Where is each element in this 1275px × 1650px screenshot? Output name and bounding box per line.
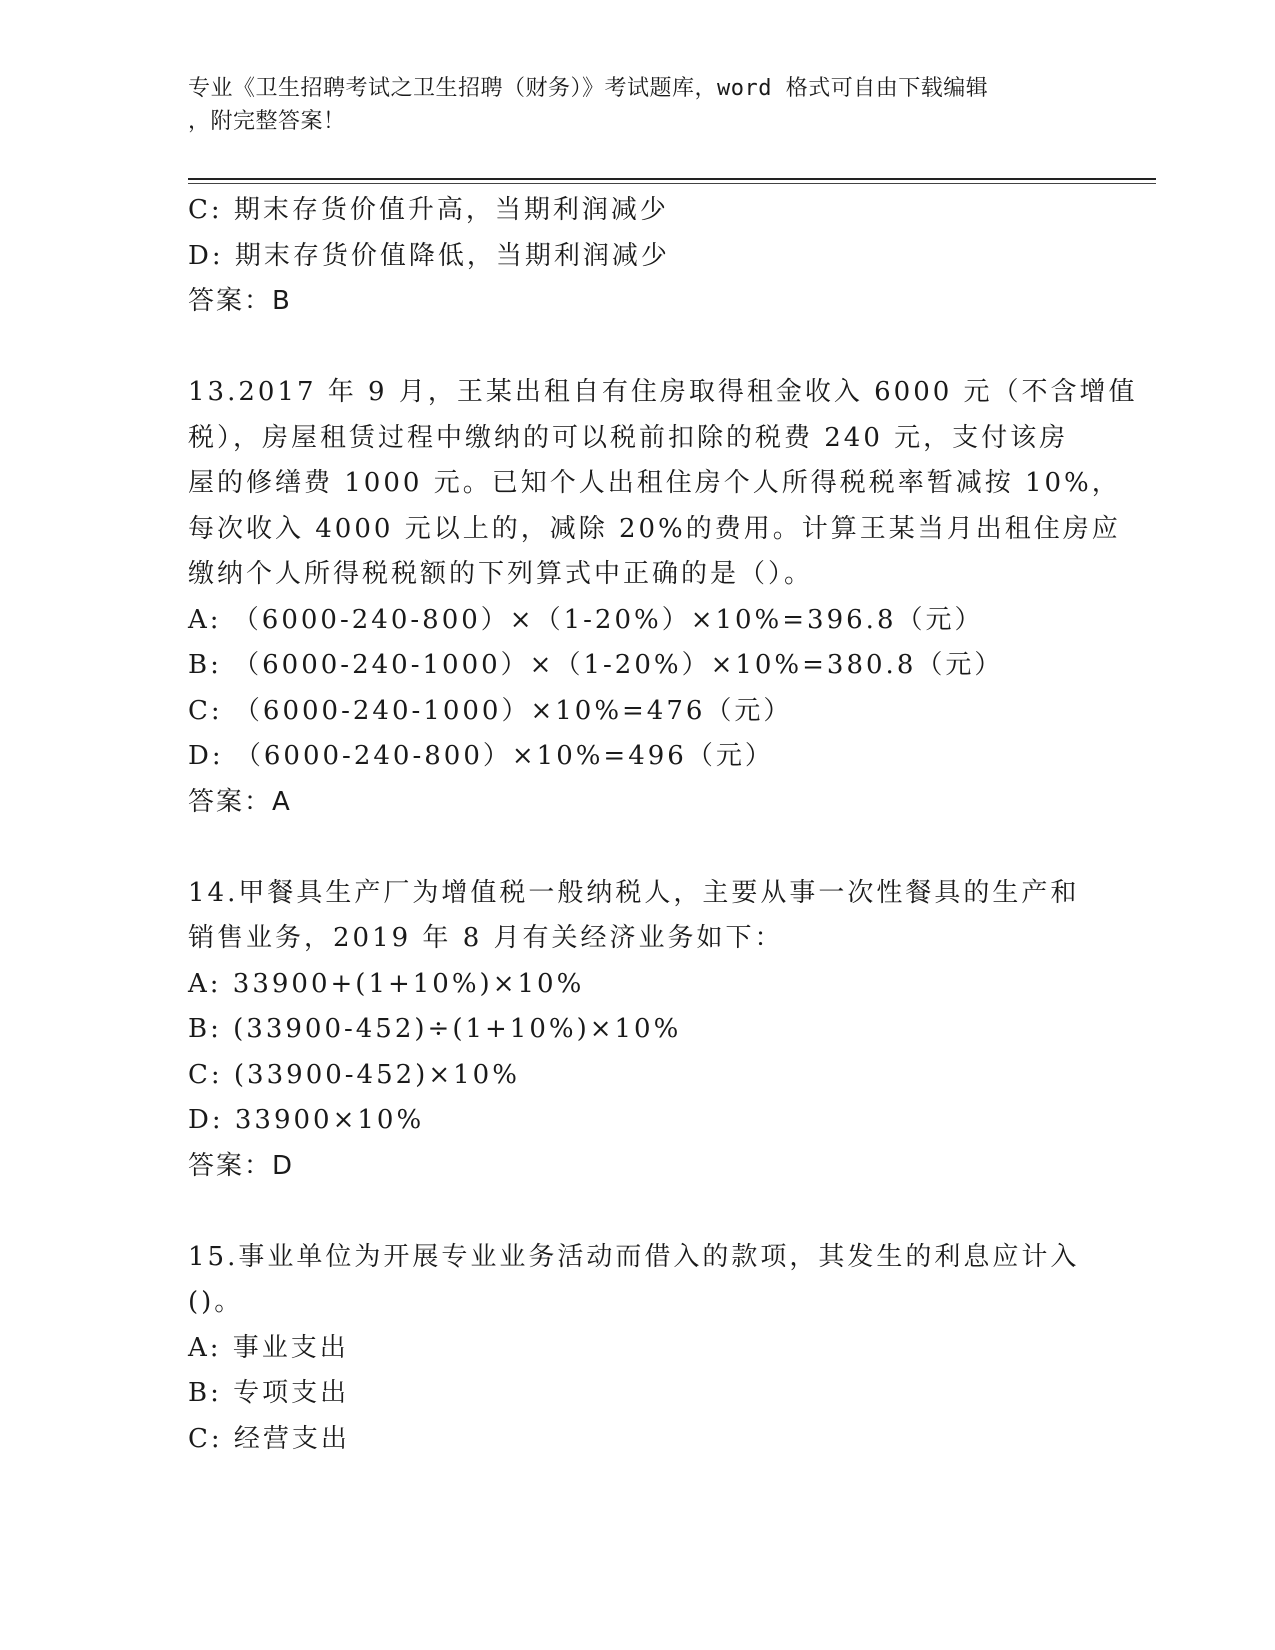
question-12-tail — [188, 188, 1088, 325]
document-body — [188, 188, 1138, 1462]
option-c: C: （6000-240-1000）×10%=476（元） — [188, 695, 793, 726]
document-header — [188, 72, 1068, 138]
answer-line: 答案：D — [188, 1150, 295, 1181]
header-divider-thin — [188, 183, 1156, 184]
question-text-line: 14.甲餐具生产厂为增值税一般纳税人，主要从事一次性餐具的生产和 — [188, 877, 1080, 908]
question-text-line: 销售业务，2019 年 8 月有关经济业务如下： — [188, 923, 784, 953]
question-text-line: 每次收入 4000 元以上的，减除 20%的费用。计算王某当月出租住房应 — [188, 513, 1121, 544]
answer-line: 答案：A — [188, 786, 292, 817]
answer-line: 答案：B — [188, 286, 292, 316]
option-d: D: 33900×10% — [188, 1105, 425, 1135]
option-c: C: 期末存货价值升高，当期利润减少 — [188, 195, 669, 225]
question-13 — [188, 370, 1138, 825]
question-text-line: 缴纳个人所得税税额的下列算式中正确的是（）。 — [188, 559, 814, 589]
question-text-line: 屋的修缮费 1000 元。已知个人出租住房个人所得税税率暂减按 10%， — [188, 468, 1121, 498]
option-d: D: （6000-240-800）×10%=496（元） — [188, 741, 774, 771]
header-divider-thick — [188, 178, 1156, 180]
option-d: D: 期末存货价值降低，当期利润减少 — [188, 240, 670, 271]
option-c: C: (33900-452)×10% — [188, 1059, 520, 1090]
header-line-2: ，附完整答案！ — [188, 109, 346, 134]
question-text-line: 13.2017 年 9 月，王某出租自有住房取得租金收入 6000 元（不含增值 — [188, 377, 1138, 407]
question-text-line: ()。 — [188, 1287, 244, 1317]
option-b: B: (33900-452)÷(1+10%)×10% — [188, 1014, 682, 1044]
option-a: A: 事业支出 — [188, 1332, 349, 1363]
question-14 — [188, 871, 1088, 1190]
option-b: B: 专项支出 — [188, 1378, 350, 1408]
option-a: A: 33900+(1+10%)×10% — [188, 968, 585, 999]
header-line-1: 专业《卫生招聘考试之卫生招聘（财务）》考试题库，word 格式可自由下载编辑 — [188, 76, 989, 101]
option-c: C: 经营支出 — [188, 1423, 350, 1454]
option-a: A: （6000-240-800）×（1-20%）×10%=396.8（元） — [188, 604, 984, 635]
question-text-line: 税），房屋租赁过程中缴纳的可以税前扣除的税费 240 元，支付该房 — [188, 422, 1069, 453]
spacer — [188, 1189, 1088, 1235]
question-15 — [188, 1235, 1088, 1463]
spacer — [188, 825, 1088, 871]
spacer — [188, 325, 1088, 371]
question-text-line: 15.事业单位为开展专业业务活动而借入的款项，其发生的利息应计入 — [188, 1241, 1080, 1272]
option-b: B: （6000-240-1000）×（1-20%）×10%=380.8（元） — [188, 650, 1004, 680]
